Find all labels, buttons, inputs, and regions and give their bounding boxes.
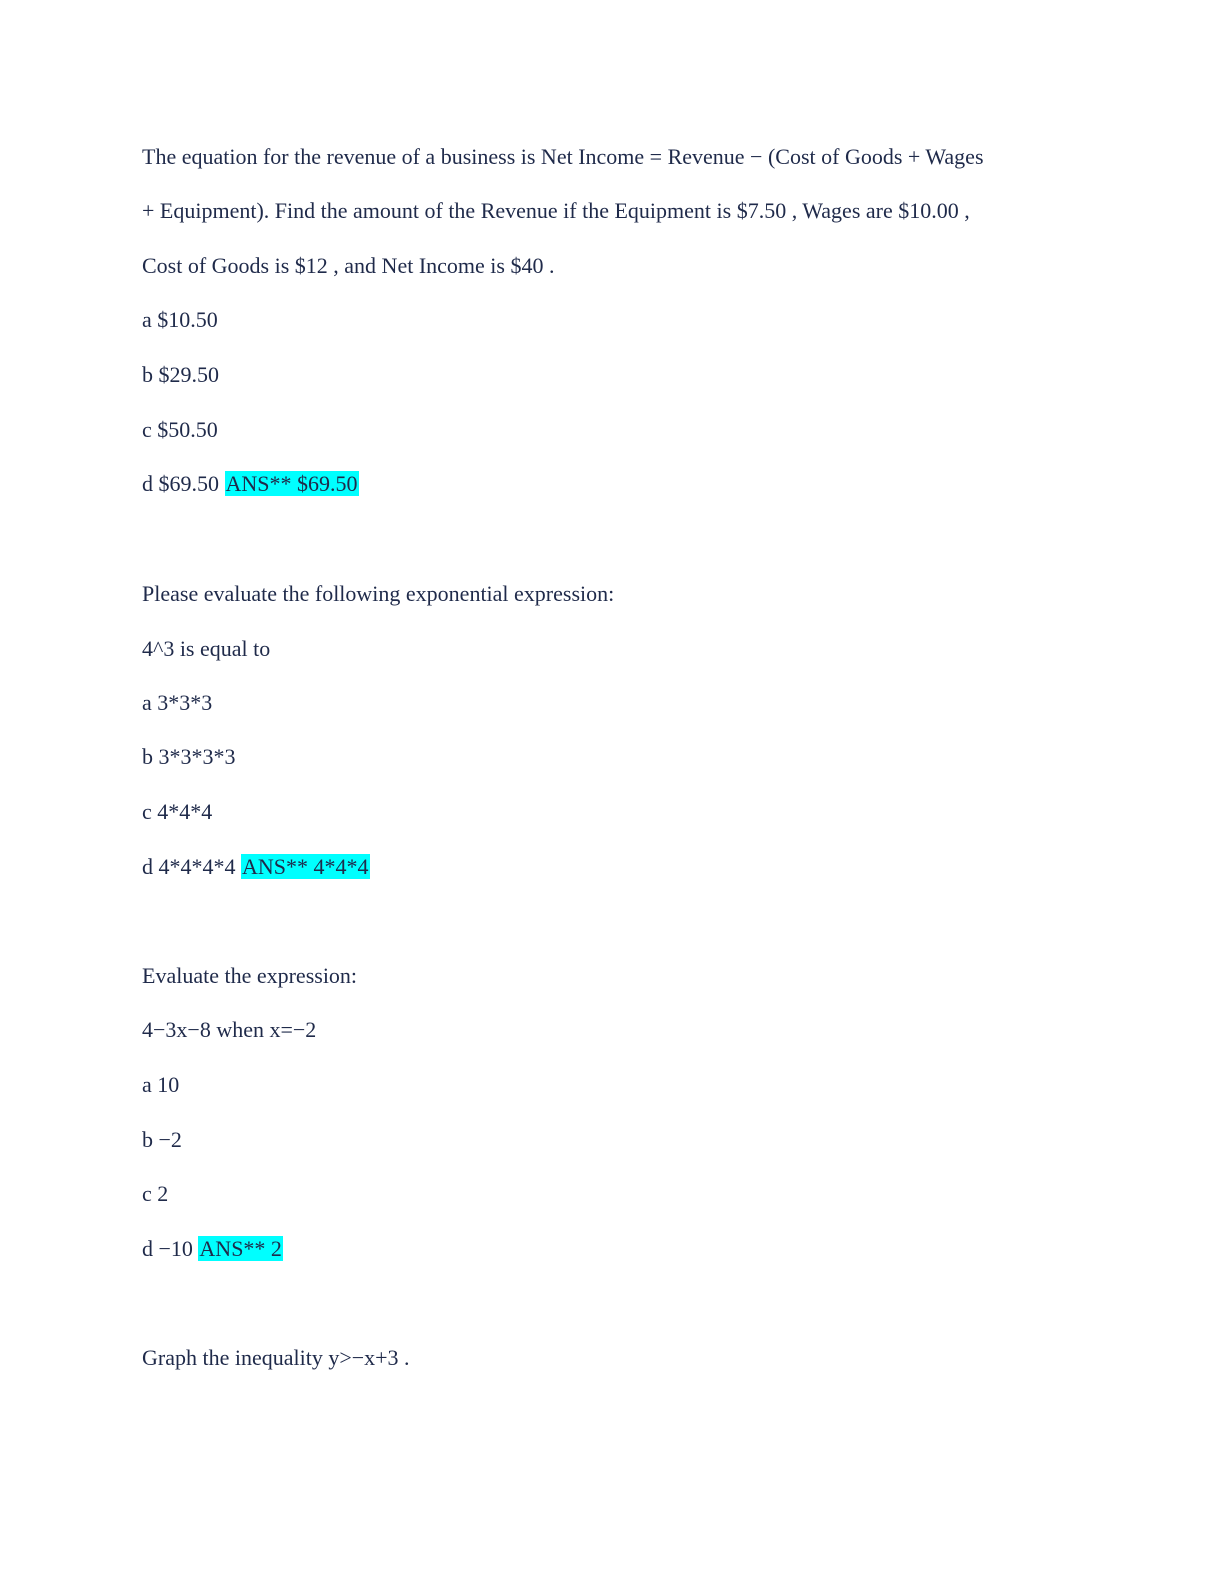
q2-option-a: a 3*3*3 <box>142 690 213 715</box>
q1-option-d-row <box>142 469 359 499</box>
q1-text-line-3: Cost of Goods is $12 , and Net Income is $40 . <box>142 253 555 278</box>
q1-option-d: d $69.50 <box>142 471 219 496</box>
q2-option-b: b 3*3*3*3 <box>142 744 236 769</box>
q2-answer-highlight: ANS** 4*4*4 <box>242 854 369 879</box>
q3-option-d: d −10 <box>142 1236 193 1261</box>
q1-option-c: c $50.50 <box>142 417 218 442</box>
q1-text-line-2: + Equipment). Find the amount of the Revenue if the Equipment is $7.50 , Wages are $10.00 , <box>142 198 970 223</box>
q1-text-line-1: The equation for the revenue of a business is Net Income = Revenue − (Cost of Goods + Wages <box>142 144 984 169</box>
q2-option-c: c 4*4*4 <box>142 799 213 824</box>
q3-text-line-2: 4−3x−8 when x=−2 <box>142 1017 317 1042</box>
q3-text-line-1: Evaluate the expression: <box>142 963 358 988</box>
q3-option-a: a 10 <box>142 1072 180 1097</box>
q4-text-line-1: Graph the inequality y>−x+3 . <box>142 1345 410 1370</box>
q2-option-d-row <box>142 852 370 882</box>
q3-option-c: c 2 <box>142 1181 169 1206</box>
q2-option-d: d 4*4*4*4 <box>142 854 236 879</box>
q1-option-b: b $29.50 <box>142 362 219 387</box>
q3-option-d-row <box>142 1234 283 1264</box>
q3-answer-highlight: ANS** 2 <box>199 1236 282 1261</box>
q1-answer-highlight: ANS** $69.50 <box>225 471 358 496</box>
q2-text-line-1: Please evaluate the following exponential expression: <box>142 581 615 606</box>
q2-text-line-2: 4^3 is equal to <box>142 636 271 661</box>
q3-option-b: b −2 <box>142 1127 182 1152</box>
q1-option-a: a $10.50 <box>142 307 218 332</box>
